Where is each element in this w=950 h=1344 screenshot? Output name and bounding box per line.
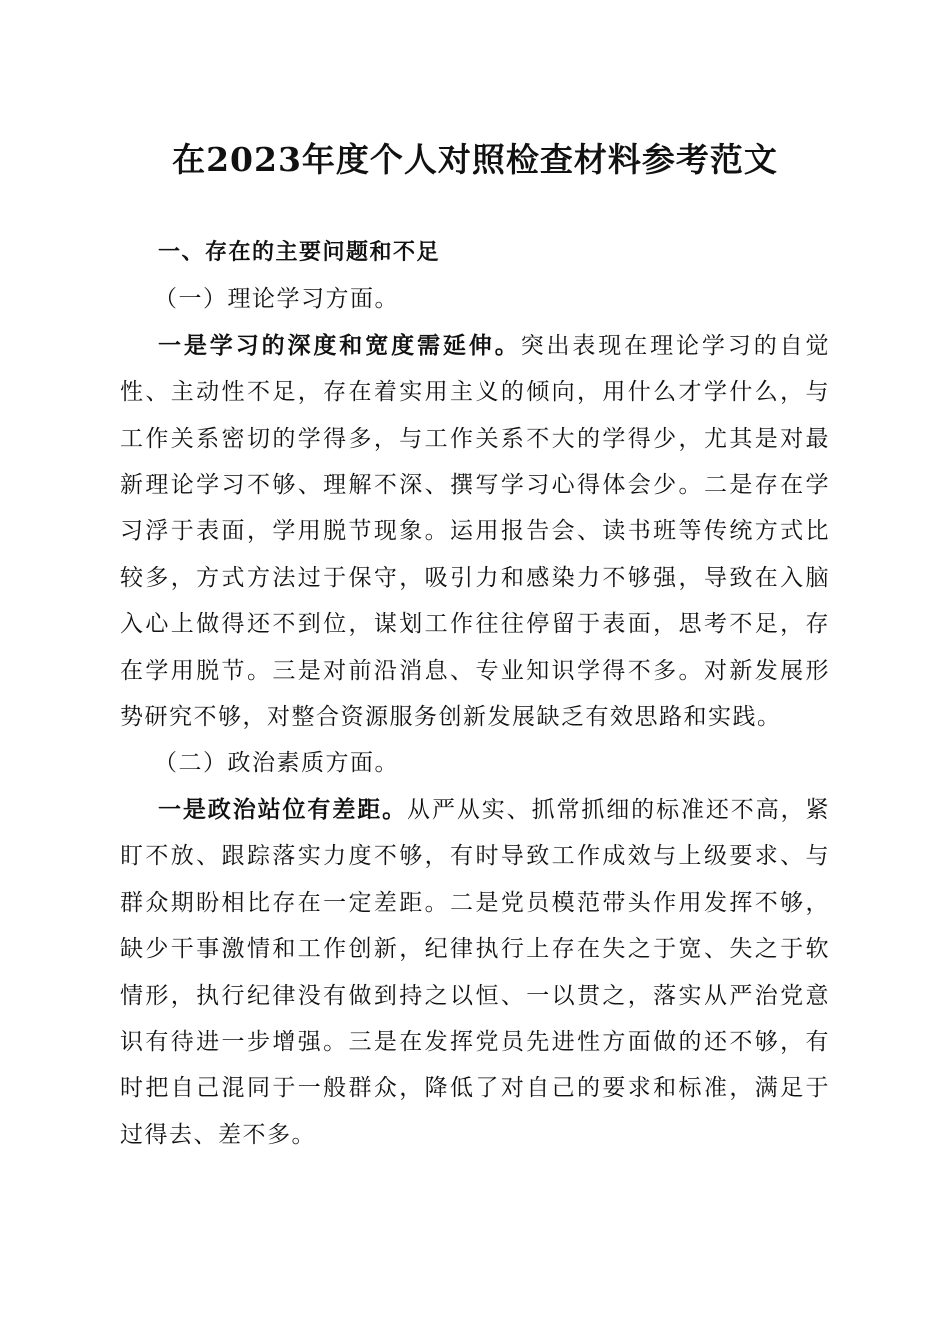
- paragraph-lead: 一是政治站位有差距。: [158, 795, 408, 823]
- section-heading: 一、存在的主要问题和不足: [158, 240, 441, 265]
- paragraph-text: 从严从实、抓常抓细的标准还不高，紧盯不放、跟踪落实力度不够，有时导致工作成效与上级要求、与群众期盼相比存在一定差距。二是党员模范带头作用发挥不够，缺少干事激情和工作创新，纪律执行上存在失之于宽、失之于软情形，执行纪律没有做到持之以恒、一以贯之，落实从严治党意识有待进一步增强。三是在发挥党员先进性方面做的还不够，有时把自己混同于一般群众，降低了对自己的要求和标准，满足于过得去、差不多。: [120, 796, 831, 1148]
- paragraph-text: 突出表现在理论学习的自觉性、主动性不足，存在着实用主义的倾向，用什么才学什么，与工作关系密切的学得多，与工作关系不大的学得少，尤其是对最新理论学习不够、理解不深、撰写学习心得体会少。二是存在学习浮于表面，学用脱节现象。运用报告会、读书班等传统方式比较多，方式方法过于保守，吸引力和感染力不够强，导致在入脑入心上做得还不到位，谋划工作往往停留于表面，思考不足，存在学用脱节。三是对前沿消息、专业知识学得不多。对新发展形势研究不够，对整合资源服务创新发展缺乏有效思路和实践。: [120, 332, 831, 731]
- paragraph-theory: [120, 323, 830, 741]
- paragraph-lead: 一是学习的深度和宽度需延伸。: [158, 331, 521, 359]
- subsection-heading-theory: （一）理论学习方面。: [154, 286, 399, 313]
- paragraph-politics: [120, 787, 830, 1158]
- document-title: 在2023年度个人对照检查材料参考范文: [172, 140, 778, 179]
- subsection-heading-politics: （二）政治素质方面。: [154, 750, 399, 777]
- document-body: [120, 230, 830, 1158]
